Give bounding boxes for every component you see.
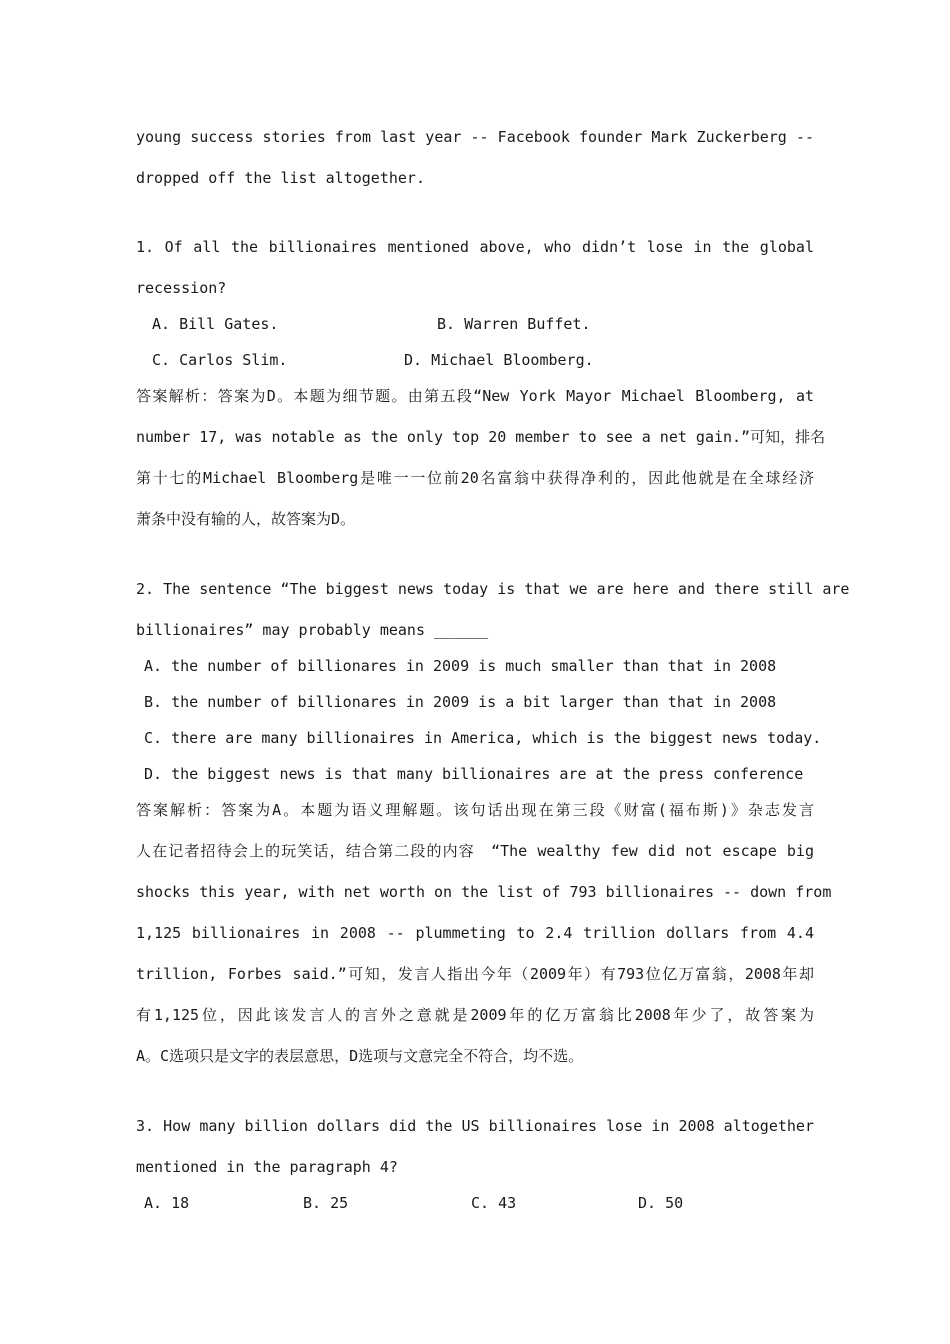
- question-1-option-c: C. Carlos Slim.: [152, 351, 288, 369]
- question-1-option-b: B. Warren Buffet.: [437, 315, 591, 333]
- intro-line: young success stories from last year -- Facebook founder Mark Zuckerberg --: [136, 128, 814, 146]
- question-3-option-a: A. 18: [144, 1194, 190, 1212]
- question-1-stem: 1. Of all the billionaires mentioned above, who didn’t lose in the global: [136, 238, 814, 256]
- question-3-option-c: C. 43: [471, 1194, 517, 1212]
- question-1-option-d: D. Michael Bloomberg.: [404, 351, 594, 369]
- answer-1-line: 萧条中没有输的人，故答案为D。: [136, 510, 356, 528]
- question-3-stem-cont: mentioned in the paragraph 4?: [136, 1158, 398, 1176]
- question-3-stem: 3. How many billion dollars did the US billionaires lose in 2008 altogether: [136, 1117, 814, 1135]
- answer-2-line: 1,125 billionaires in 2008 -- plummeting to 2.4 trillion dollars from 4.4: [136, 924, 814, 942]
- intro-line: dropped off the list altogether.: [136, 169, 425, 187]
- question-1-option-a: A. Bill Gates.: [152, 315, 279, 333]
- question-2-stem: 2. The sentence “The biggest news today is that we are here and there still are: [136, 580, 850, 598]
- answer-2-line: trillion, Forbes said.”可知，发言人指出今年（2009年）有793位亿万富翁，2008年却: [136, 965, 814, 983]
- question-2-stem-cont: billionaires” may probably means ______: [136, 621, 489, 639]
- answer-1-line: 第十七的Michael Bloomberg是唯一一位前20名富翁中获得净利的，因此他就是在全球经济: [136, 469, 814, 487]
- answer-1-line: 答案解析：答案为D。本题为细节题。由第五段“New York Mayor Michael Bloomberg, at: [136, 387, 814, 405]
- question-2-option-b: B. the number of billionares in 2009 is a bit larger than that in 2008: [144, 693, 777, 711]
- question-1-stem-cont: recession?: [136, 279, 227, 297]
- question-2-option-a: A. the number of billionares in 2009 is much smaller than that in 2008: [144, 657, 777, 675]
- question-3-option-d: D. 50: [638, 1194, 684, 1212]
- question-3-option-b: B. 25: [303, 1194, 349, 1212]
- answer-1-line: number 17, was notable as the only top 20 member to see a net gain.”可知，排名: [136, 428, 826, 446]
- answer-2-line: 答案解析：答案为A。本题为语义理解题。该句话出现在第三段《财富(福布斯)》杂志发言: [136, 801, 814, 819]
- question-2-option-d: D. the biggest news is that many billionaires are at the press conference: [144, 765, 804, 783]
- answer-2-line: 有1,125位，因此该发言人的言外之意就是2009年的亿万富翁比2008年少了，故答案为: [136, 1006, 814, 1024]
- answer-2-line: A。C选项只是文字的表层意思，D选项与文意完全不符合，均不选。: [136, 1047, 584, 1065]
- answer-2-line: shocks this year, with net worth on the list of 793 billionaires -- down from: [136, 883, 832, 901]
- question-2-option-c: C. there are many billionaires in America, which is the biggest news today.: [144, 729, 822, 747]
- answer-2-line: 人在记者招待会上的玩笑话，结合第二段的内容 “The wealthy few did not escape big: [136, 842, 814, 860]
